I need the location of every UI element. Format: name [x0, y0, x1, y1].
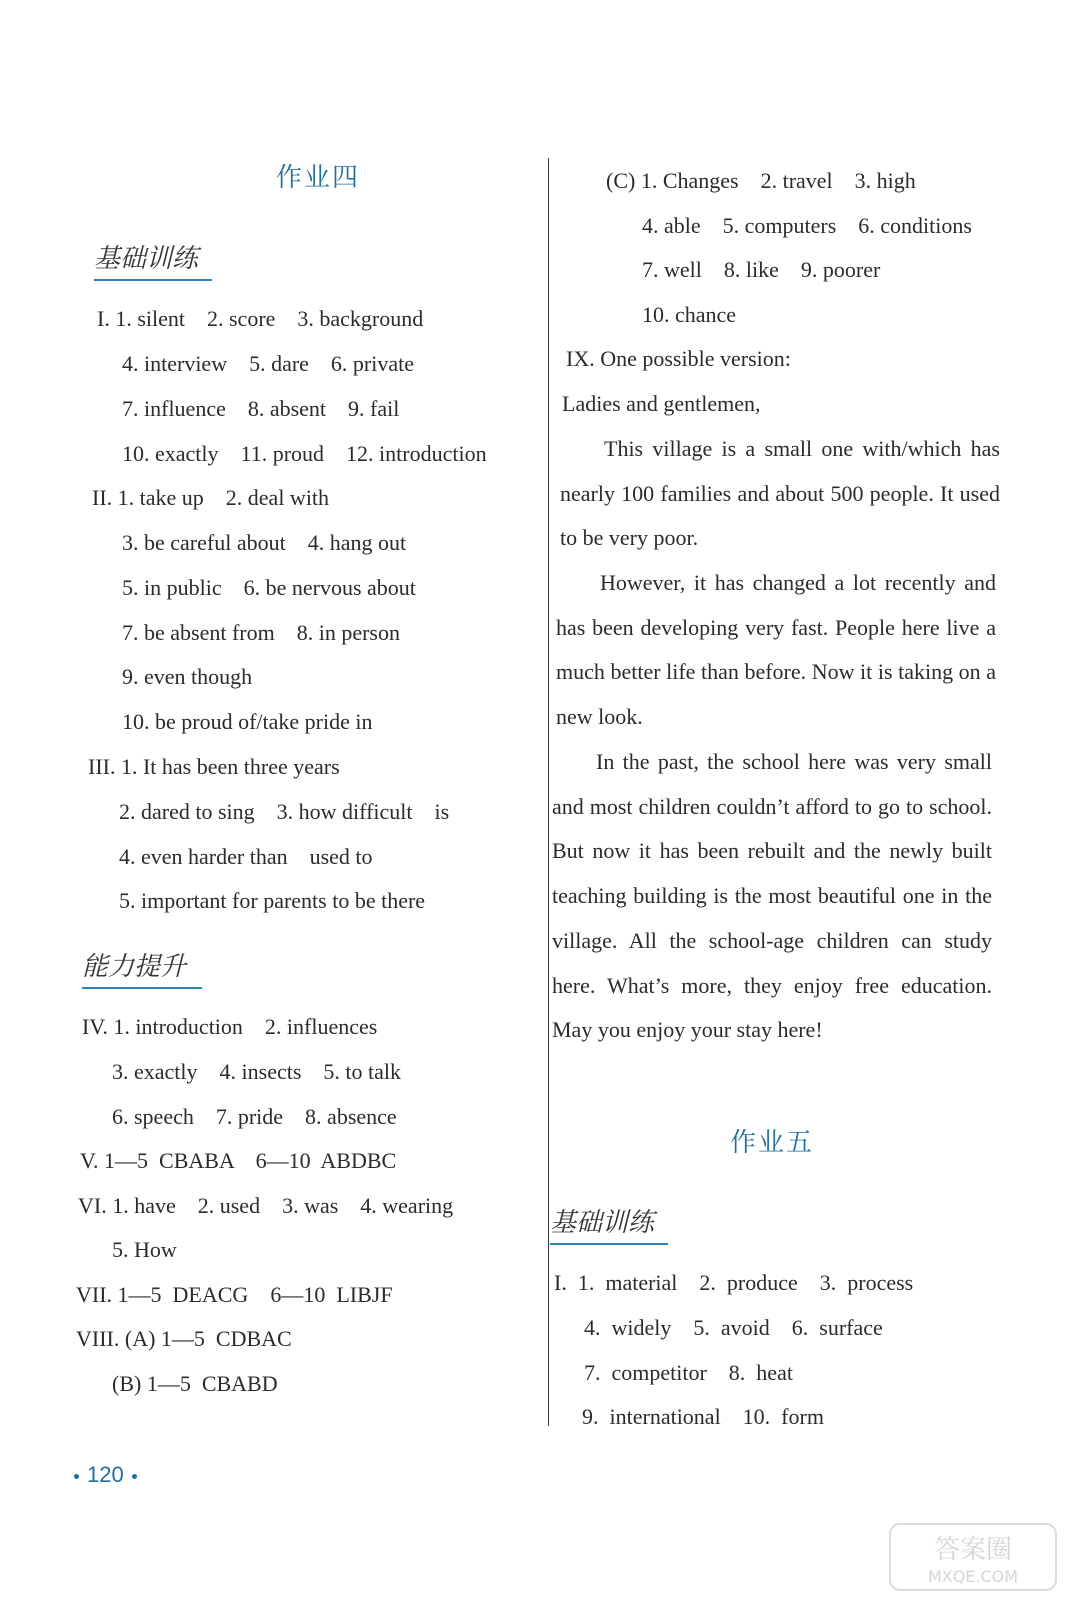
answer-line: (C) 1. Changes 2. travel 3. high	[606, 168, 916, 193]
answer-line: 9. even though	[122, 664, 253, 689]
svg-text:答案圈: 答案圈	[933, 1535, 1013, 1565]
answer-line: 5. important for parents to be there	[119, 888, 426, 913]
answer-line: 10. be proud of/take pride in	[122, 709, 373, 734]
ability-improvement-heading: 能力提升	[82, 946, 202, 989]
answer-line: 10. chance	[642, 302, 737, 327]
answer-line: VI. 1. have 2. used 3. was 4. wearing	[78, 1193, 454, 1218]
basic-training-heading: 基础训练	[94, 238, 212, 281]
essay-paragraph	[556, 561, 996, 740]
answer-line: 7. be absent from 8. in person	[122, 620, 400, 645]
answer-line: III. 1. It has been three years	[88, 754, 340, 779]
watermark-logo-icon	[888, 1522, 1058, 1592]
answer-line: V. 1—5 CBABA 6—10 ABDBC	[80, 1148, 397, 1173]
essay-paragraph-text: However, it has changed a lot recently and has been developing very fast. People here live a much better life than before. Now it is taking on a new look.	[556, 570, 996, 730]
answer-line: I. 1. material 2. produce 3. process	[554, 1270, 914, 1295]
answer-line: 4. interview 5. dare 6. private	[122, 351, 415, 376]
svg-text:MXQE.COM: MXQE.COM	[927, 1567, 1019, 1586]
answer-line: 9. international 10. form	[582, 1404, 824, 1429]
answer-line: 7. influence 8. absent 9. fail	[122, 396, 400, 421]
dot-icon	[74, 1474, 79, 1479]
answer-line: 6. speech 7. pride 8. absence	[112, 1104, 397, 1129]
answer-line: 4. able 5. computers 6. conditions	[642, 213, 972, 238]
dot-icon	[132, 1474, 137, 1479]
answer-line: VIII. (A) 1—5 CDBAC	[76, 1326, 292, 1351]
answer-line: 2. dared to sing 3. how difficult is	[119, 799, 450, 824]
answer-line: 7. competitor 8. heat	[584, 1360, 793, 1385]
answer-line: 4. widely 5. avoid 6. surface	[584, 1315, 883, 1340]
basic-training-heading-2: 基础训练	[550, 1202, 668, 1245]
salutation: Ladies and gentlemen,	[562, 391, 761, 416]
answer-line: 3. exactly 4. insects 5. to talk	[112, 1059, 401, 1084]
answer-line: 3. be careful about 4. hang out	[122, 530, 407, 555]
essay-paragraph	[560, 427, 1000, 561]
essay-paragraph-text: In the past, the school here was very small and most children couldn’t afford to go to school. But now it has been rebuilt and the newly built teaching building is the most beautiful one in the village. All the school-age children can study here. What’s more, they enjoy free education. May you enjoy your stay here!	[552, 749, 992, 1043]
answer-line: (B) 1—5 CBABD	[112, 1371, 278, 1396]
essay-paragraph	[552, 740, 992, 1053]
homework-4-title: 作业四	[276, 163, 361, 193]
essay-paragraph-text: This village is a small one with/which has nearly 100 families and about 500 people. It used to be very poor.	[560, 436, 1000, 551]
answer-line: IV. 1. introduction 2. influences	[82, 1014, 378, 1039]
answer-line: I. 1. silent 2. score 3. background	[97, 306, 424, 331]
writing-heading: IX. One possible version:	[566, 346, 791, 371]
answer-line: 7. well 8. like 9. poorer	[642, 257, 881, 282]
answer-line: 4. even harder than used to	[119, 844, 373, 869]
homework-5-title: 作业五	[730, 1128, 815, 1158]
answer-line: 10. exactly 11. proud 12. introduction	[122, 441, 487, 466]
answer-line: 5. How	[112, 1237, 177, 1262]
column-divider	[548, 158, 549, 1426]
page-number-text: 120	[87, 1462, 124, 1487]
answer-line: VII. 1—5 DEACG 6—10 LIBJF	[76, 1282, 393, 1307]
answer-line: 5. in public 6. be nervous about	[122, 575, 416, 600]
answer-line: II. 1. take up 2. deal with	[92, 485, 330, 510]
page-number	[66, 1462, 145, 1488]
